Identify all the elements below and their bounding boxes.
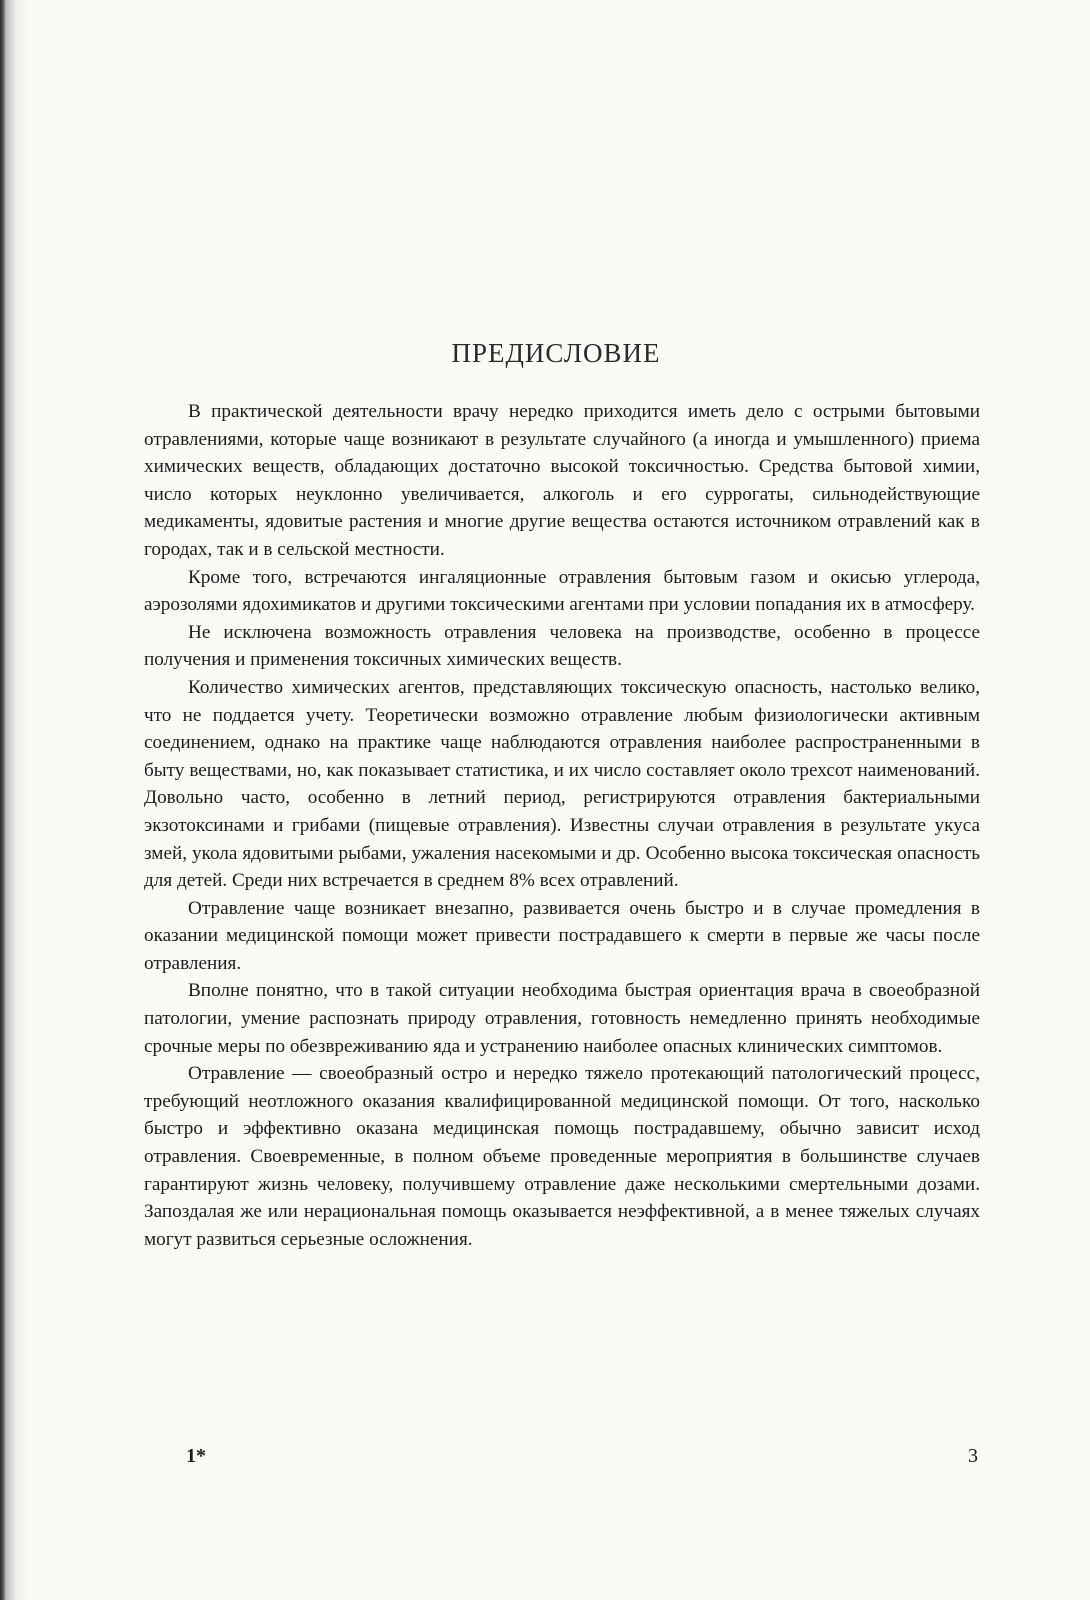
page-title: ПРЕДИСЛОВИЕ <box>451 338 661 368</box>
paragraph: Отравление — своеобразный остро и нередко тяжело протекающий патологический процесс, требующий неотложного оказания квалифицированной медицинской помощи. От того, насколько быстро и эффективно оказана медицинская помощь пострадавшему, обычно зависит исход отравления. Своевременные, в полном объеме проведенные мероприятия в большинстве случаев гарантируют жизнь человеку, получившему отравление даже несколькими смертельными дозами. Запоздалая же или нерациональная помощь оказывается неэффективной, а в менее тяжелых случаях могут развиться серьезные осложнения. <box>144 1063 980 1250</box>
page-number: 3 <box>968 1445 978 1467</box>
scan-binding-edge <box>0 0 30 1600</box>
paragraph: Отравление чаще возникает внезапно, развивается очень быстро и в случае промедления в оказании медицинской помощи может привести пострадавшего к смерти в первые же часы после отравления. <box>144 897 980 974</box>
body-text <box>144 398 980 1253</box>
paragraph: Вполне понятно, что в такой ситуации необходима быстрая ориентация врача в своеобразной патологии, умение распознать природу отравления, готовность немедленно принять необходимые срочные меры по обезвреживанию яда и устранению наиболее опасных клинических симптомов. <box>144 980 980 1057</box>
printer-signature-mark: 1* <box>186 1445 206 1467</box>
paragraph: В практической деятельности врачу нередко приходится иметь дело с острыми бытовыми отравлениями, которые чаще возникают в результате случайного (а иногда и умышленного) приема химических веществ, обладающих достаточно высокой токсичностью. Средства бытовой химии, число которых неуклонно увеличивается, алкоголь и его суррогаты, сильнодействующие медикаменты, ядовитые растения и многие другие вещества остаются источником отравлений как в городах, так и в сельской местности. <box>144 401 980 560</box>
paragraph: Количество химических агентов, представляющих токсическую опасность, настолько велико, что не поддается учету. Теоретически возможно отравление любым физиологически активным соединением, однако на практике чаще наблюдаются отравления наиболее распространенными в быту веществами, но, как показывает статистика, и их число составляет около трехсот наименований. Довольно часто, особенно в летний период, регистрируются отравления бактериальными экзотоксинами и грибами (пищевые отравления). Известны случаи отравления в результате укуса змей, укола ядовитыми рыбами, ужаления насекомыми и др. Особенно высока токсическая опасность для детей. Среди них встречается в среднем 8% всех отравлений. <box>144 676 980 892</box>
paragraph: Не исключена возможность отравления человека на производстве, особенно в процессе получения и применения токсичных химических веществ. <box>144 621 980 671</box>
paragraph: Кроме того, встречаются ингаляционные отравления бытовым газом и окисью углерода, аэрозолями ядохимикатов и другими токсическими агентами при условии попадания их в атмосферу. <box>144 566 980 616</box>
